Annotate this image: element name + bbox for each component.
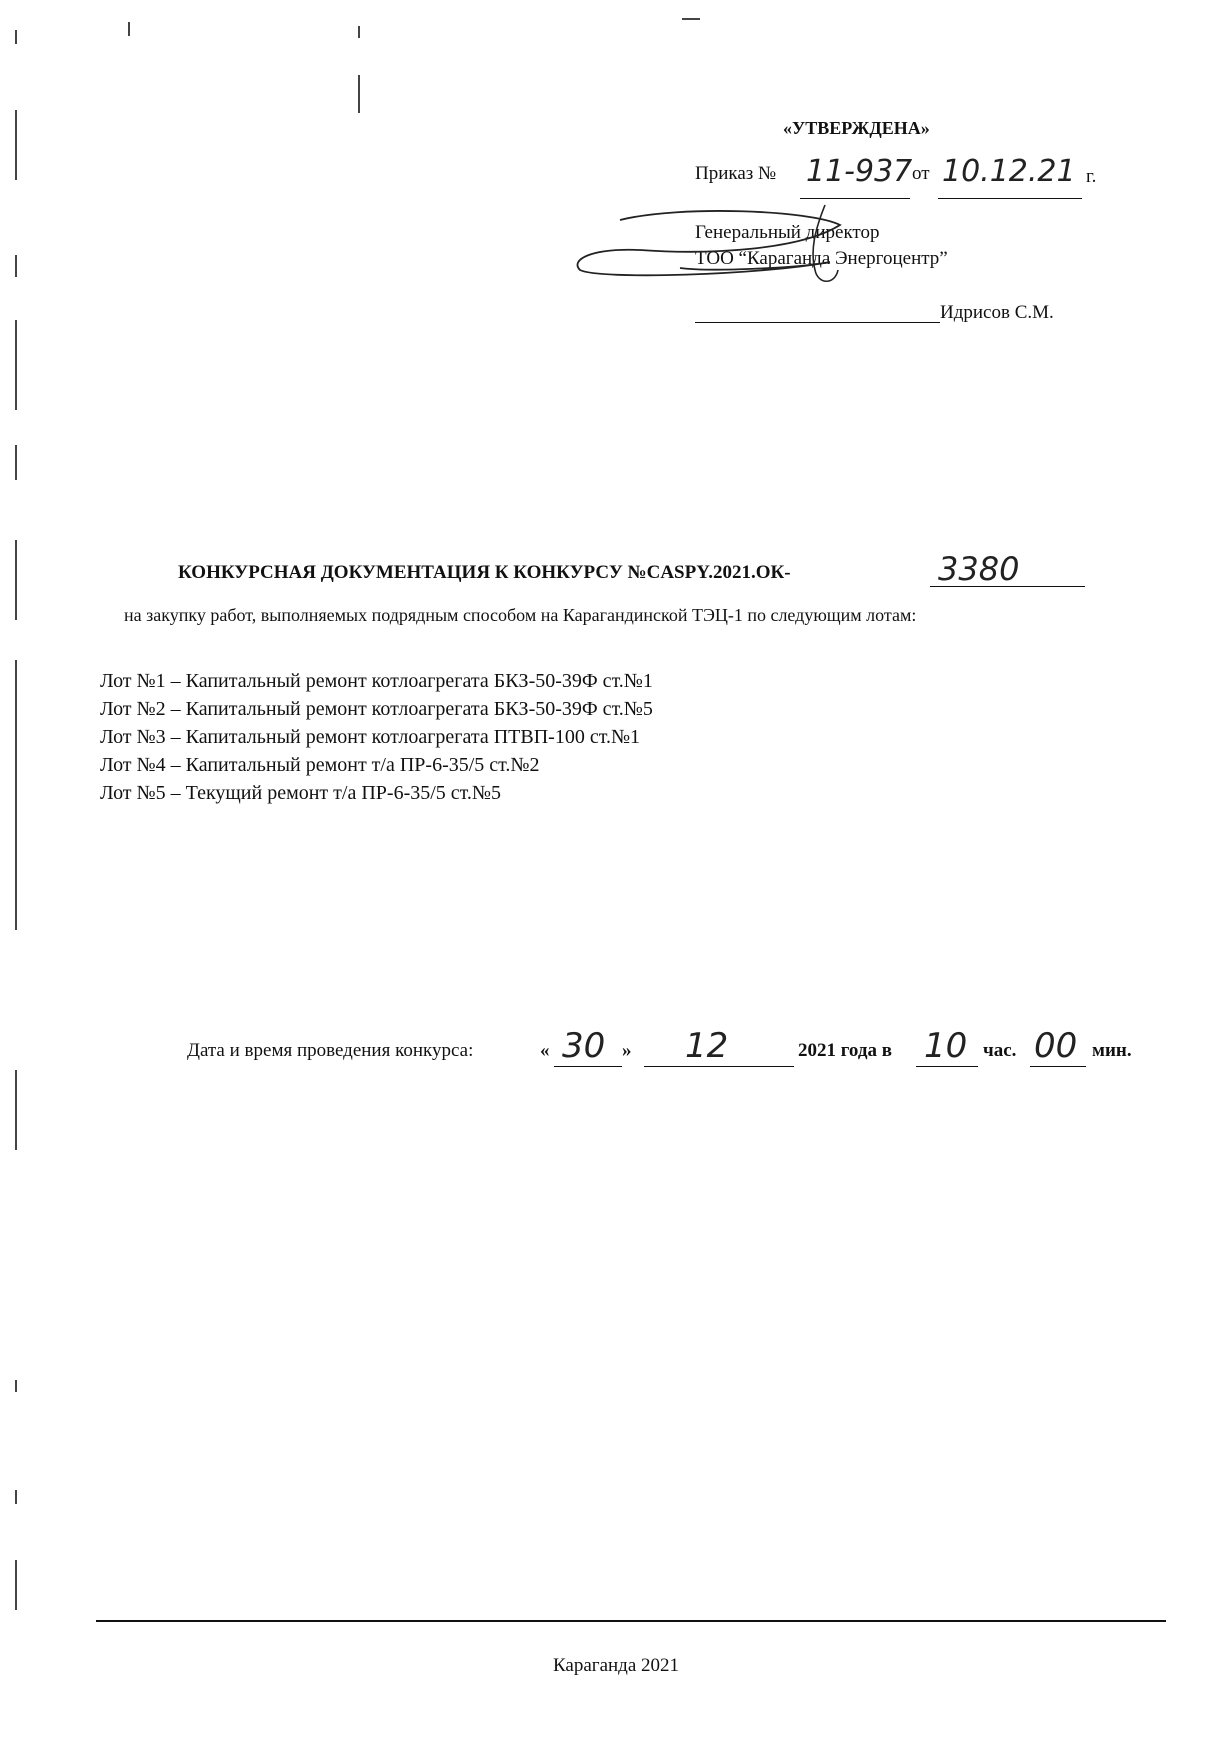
document-number: 3380 [938, 550, 1020, 588]
contest-month: 12 [685, 1026, 729, 1066]
signature-underline [695, 322, 940, 323]
order-number-underline [800, 198, 910, 199]
footer-place-year: Караганда 2021 [553, 1655, 680, 1676]
minute-label: мин. [1092, 1040, 1132, 1061]
order-number: 11-937 [806, 154, 913, 189]
approval-heading: «УТВЕРЖДЕНА» [783, 118, 930, 138]
open-quote: « [540, 1040, 550, 1061]
contest-date-label: Дата и время проведения конкурса: [187, 1040, 474, 1061]
contest-day: 30 [562, 1026, 606, 1066]
lots-list [100, 667, 653, 807]
hour-label: час. [983, 1040, 1017, 1061]
order-line [695, 163, 776, 185]
document-title [178, 562, 791, 584]
list-item: Лот №4 – Капитальный ремонт т/а ПР-6-35/5 ст.№2 [100, 754, 540, 776]
list-item: Лот №1 – Капитальный ремонт котлоагрегата БКЗ-50-39Ф ст.№1 [100, 670, 653, 692]
contest-year-text: 2021 года в [798, 1040, 892, 1061]
contest-hour: 10 [924, 1026, 968, 1066]
list-item: Лот №3 – Капитальный ремонт котлоагрегата ПТВП-100 ст.№1 [100, 726, 641, 748]
director-signature [560, 200, 860, 320]
document-title-prefix: КОНКУРСНАЯ ДОКУМЕНТАЦИЯ К КОНКУРСУ №CASPY.2021.ОК- [178, 562, 791, 583]
director-position: Генеральный директор [695, 222, 880, 243]
footer-rule [96, 1620, 1166, 1622]
order-from: от [912, 163, 930, 184]
order-date: 10.12.21 [942, 154, 1076, 189]
day-underline [554, 1066, 622, 1067]
order-suffix: г. [1086, 166, 1097, 187]
document-subtitle: на закупку работ, выполняемых подрядным способом на Карагандинской ТЭЦ-1 по следующим лотам: [124, 605, 917, 625]
contest-minute: 00 [1034, 1026, 1078, 1066]
list-item: Лот №2 – Капитальный ремонт котлоагрегата БКЗ-50-39Ф ст.№5 [100, 698, 653, 720]
order-prefix: Приказ № [695, 163, 777, 184]
close-quote: » [622, 1040, 632, 1061]
month-underline [644, 1066, 794, 1067]
hour-underline [916, 1066, 978, 1067]
minute-underline [1030, 1066, 1086, 1067]
company-name: ТОО “Караганда Энергоцентр” [695, 248, 948, 269]
order-date-underline [938, 198, 1082, 199]
signatory-name: Идрисов С.М. [940, 302, 1054, 323]
list-item: Лот №5 – Текущий ремонт т/а ПР-6-35/5 ст.№5 [100, 782, 501, 804]
